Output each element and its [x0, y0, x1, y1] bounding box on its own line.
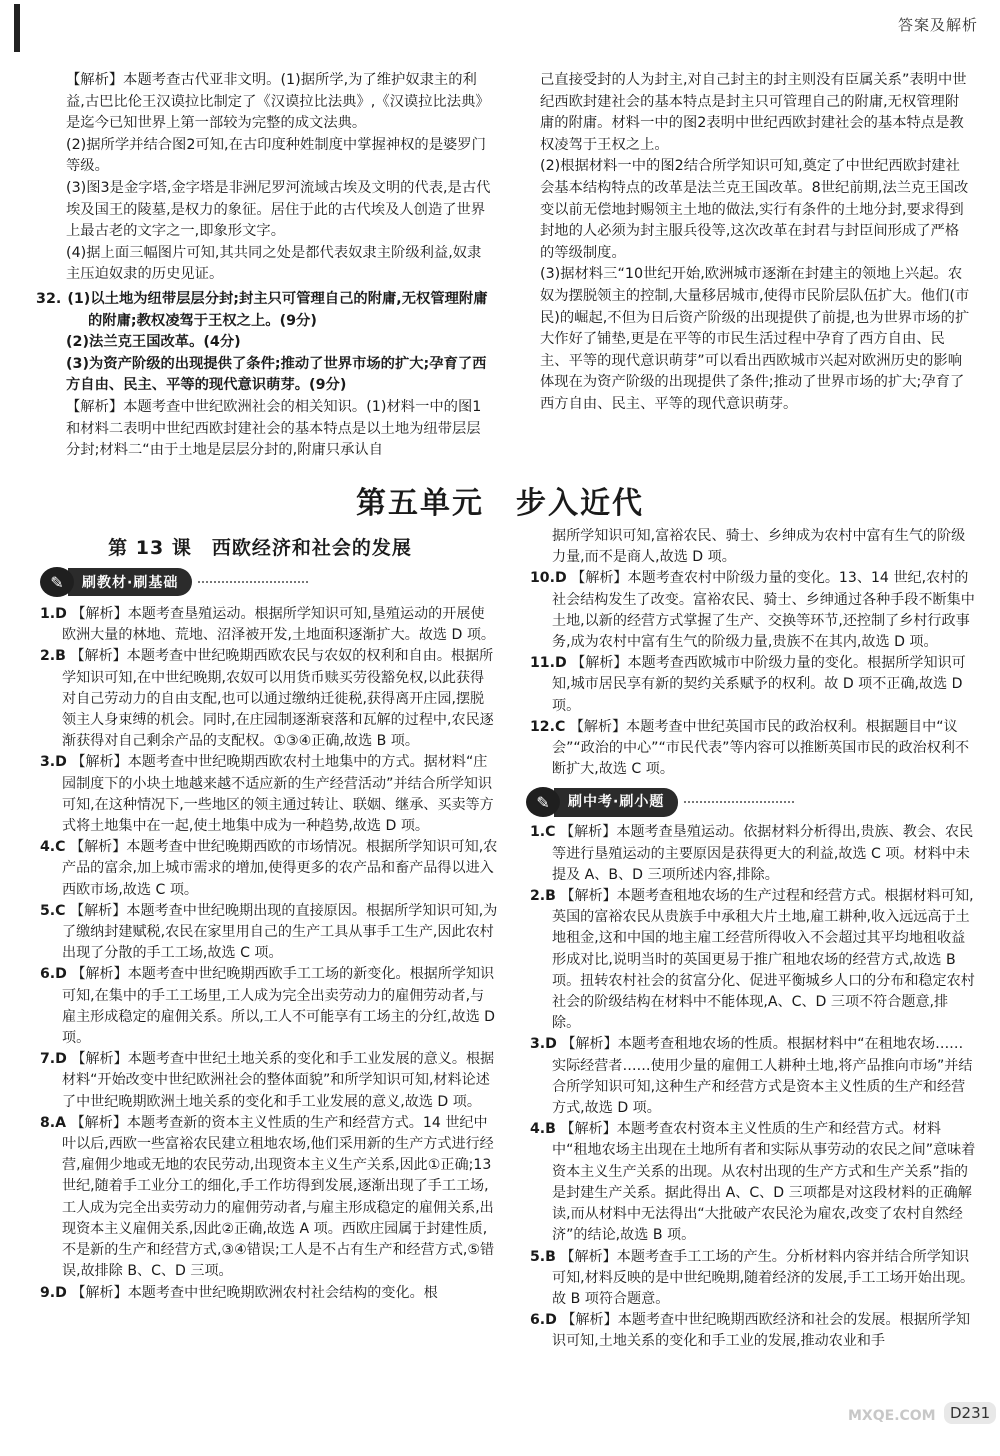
- badge-label: 刷中考·刷小题: [554, 788, 678, 817]
- item-number: 1.C: [530, 824, 556, 841]
- list-item: [530, 1119, 976, 1246]
- list-item: [530, 653, 976, 717]
- paragraph: 己直接受封的人为封主,对自己封主的封主则没有臣属关系”表明中世纪西欧封建社会的基本特点是封主只可管理自己的附庸,无权管理附庸的附庸。材料一中的图2表明中世纪西欧封建社会的基本特点是教权凌驾于王权之上。: [540, 72, 967, 153]
- answer-line: (1)以土地为纽带层层分封;封主只可管理自己的附庸,无权管理附庸的附庸;教权凌驾于王权之上。(9分): [67, 290, 488, 329]
- top-left-column: [36, 70, 494, 462]
- list-item: [530, 717, 976, 781]
- item-text: 【解析】本题考查租地农场的生产过程和经营方式。根据材料可知,英国的富裕农民从贵族手中承租大片土地,雇工耕种,收入远远高于土地租金,这和中国的地主雇工经营所得收入不会超过其平均地租收益形成对比,说明当时的英国更易于推广租地农场的经营方式,故选 B 项。扭转农村社会的贫富分化、促进平衡城乡人口的分布和稳定农村社会的阶级结构在材料中不能体现,A、C、D 三项不符合题意,排除。: [552, 888, 975, 1032]
- item-text: 【解析】本题考查中世纪晚期西欧农村土地集中的方式。据材料“庄园制度下的小块土地越来越不适应新的生产经营活动”并结合所学知识可知,在这种情况下,一些地区的领主通过转让、联姻、继承、买卖等方式将土地集中在一起,使土地集中成为一种趋势,故选 D 项。: [62, 754, 494, 835]
- list-item: [530, 1310, 976, 1352]
- list-item: [530, 822, 976, 886]
- list-item: [530, 1247, 976, 1311]
- brush-icon: ✎: [526, 787, 560, 817]
- list-item: [40, 646, 498, 752]
- lesson-title: 第 13 课 西欧经济和社会的发展: [108, 537, 412, 559]
- section-badge-textbook: [40, 568, 308, 596]
- item-number: 6.D: [40, 966, 67, 983]
- item-text: 【解析】本题考查新的资本主义性质的生产和经营方式。14 世纪中叶以后,西欧一些富裕农民建立租地农场,他们采用新的生产方式进行经营,雇佣少地或无地的农民劳动,出现资本主义生产关系,因此①正确;13 世纪,随着手工业分工的细化,手工作坊得到发展,逐渐出现了手工工场,工人成为完全出卖劳动力的雇佣劳动者,与雇主形成稳定的雇佣关系,出现资本主义雇佣关系,因此②正确,故选 A 项。西欧庄园属于封建性质,不是新的生产和经营方式,③④错误;工人是不占有生产和经营方式,⑤错误,故排除 B、C、D 三项。: [62, 1114, 495, 1280]
- item-text: 【解析】本题考查西欧城市中阶级力量的变化。根据所学知识可知,城市居民享有新的契约关系赋予的权利。故 D 项不正确,故选 D 项。: [552, 655, 966, 714]
- item-text: 【解析】本题考查中世纪晚期西欧手工工场的新变化。根据所学知识可知,在集中的手工工场里,工人成为完全出卖劳动力的雇佣劳动者,与雇主形成稳定的雇佣关系。所以,工人不可能享有工场主的分红,故选 D 项。: [62, 966, 496, 1047]
- item-text: 【解析】本题考查手工工场的产生。分析材料内容并结合所学知识可知,材料反映的是中世纪晚期,随着经济的发展,手工工场开始出现。故 B 项符合题意。: [552, 1248, 975, 1307]
- paragraph: (3)据材料三“10世纪开始,欧洲城市逐渐在封建主的领地上兴起。农奴为摆脱领主的控制,大量移居城市,使得市民阶层队伍扩大。他们(市民)的崛起,不但为日后资产阶级的出现提供了前提,也为世界市场的扩大作好了铺垫,更是在平等的市民生活过程中孕育了西方自由、民主、平等的现代意识萌芽”可以看出西欧城市兴起对欧洲历史的影响体现在为资产阶级的出现提供了条件;推动了世界市场的扩大;孕育了西方自由、民主、平等的现代意识萌芽。: [540, 266, 970, 412]
- list-item: [40, 1049, 498, 1113]
- list-item: [40, 1113, 498, 1283]
- paragraph: 【解析】本题考查古代亚非文明。(1)据所学,为了维护奴隶主的利益,古巴比伦王汉谟拉比制定了《汉谟拉比法典》,《汉谟拉比法典》是迄今已知世界上第一部较为完整的成文法典。: [66, 72, 490, 132]
- item-text: 【解析】本题考查中世纪土地关系的变化和手工业发展的意义。根据材料“开始改变中世纪欧洲社会的整体面貌”和所学知识可知,材料论述了中世纪晚期欧洲土地关系的变化和手工业发展的意义,故选 D 项。: [62, 1051, 495, 1110]
- item-number: 3.D: [40, 754, 67, 771]
- item-text: 【解析】本题考查农村中阶级力量的变化。13、14 世纪,农村的社会结构发生了改变。富裕农民、骑士、乡绅通过各种手段不断集中土地,以新的经营方式掌握了生产、交换等环节,还控制了乡村行政事务,成为农村中富有生气的阶级力量,贵族不在其内,故选 D 项。: [552, 570, 975, 651]
- page-header: [0, 0, 1000, 62]
- item-number: 4.B: [530, 1121, 556, 1138]
- list-item: [40, 604, 498, 646]
- item-number: 6.D: [530, 1312, 557, 1329]
- paragraph: (4)据上面三幅图片可知,其共同之处是都代表奴隶主阶级利益,奴隶主压迫奴隶的历史见证。: [66, 244, 482, 283]
- item-number: 12.C: [530, 718, 566, 735]
- lower-left-column: [40, 604, 498, 1304]
- paragraph: (3)图3是金字塔,金字塔是非洲尼罗河流域古埃及文明的代表,是古代埃及国王的陵墓,是权力的象征。居住于此的古代埃及人创造了世界上最古老的文字之一,即象形文字。: [66, 179, 491, 240]
- item-text: 【解析】本题考查中世纪晚期西欧的市场情况。根据所学知识可知,农产品的富余,加上城市需求的增加,使得更多的农产品和畜产品得以进入西欧市场,故选 C 项。: [62, 839, 498, 898]
- badge-label: 刷教材·刷基础: [68, 568, 192, 596]
- item-text: 【解析】本题考查中世纪晚期欧洲农村社会结构的变化。根: [71, 1284, 438, 1301]
- item-text: 【解析】本题考查垦殖运动。依据材料分析得出,贵族、教会、农民等进行垦殖运动的主要原因是获得更大的利益,故选 C 项。材料中未提及 A、B、D 三项所述内容,排除。: [552, 824, 974, 883]
- watermark: MXQE.COM: [848, 1408, 936, 1424]
- paragraph: (2)根据材料一中的图2结合所学知识可知,奠定了中世纪西欧封建社会基本结构特点的改革是法兰克王国改革。8世纪前期,法兰克王国改变以前无偿地封赐领主土地的做法,实行有条件的土地分封,要求得到封地的人必须为封主服兵役等,这次改革在封君与封臣间形成了严格的等级制度。: [540, 158, 969, 261]
- item-number: 8.A: [40, 1114, 67, 1131]
- top-right-column: [540, 70, 970, 416]
- item-number: 5.B: [530, 1248, 556, 1265]
- header-section-label: 答案及解析: [897, 16, 978, 34]
- question-32: [36, 289, 494, 332]
- lower-right-column: [530, 526, 976, 1353]
- item-number: 10.D: [530, 570, 567, 587]
- list-item: [40, 752, 498, 837]
- item-number: 1.D: [40, 606, 67, 622]
- answer-line: (2)法兰克王国改革。(4分): [66, 334, 241, 351]
- item-number: 9.D: [40, 1284, 67, 1301]
- item-text: 【解析】本题考查中世纪晚期出现的直接原因。根据所学知识可知,为了缴纳封建赋税,农民在家里用自己的生产工具从事手工生产,因此农村出现了分散的手工工场,故选 C 项。: [62, 902, 498, 962]
- item-number: 4.C: [40, 839, 66, 856]
- item-text: 【解析】本题考查中世纪晚期西欧经济和社会的发展。根据所学知识可知,土地关系的变化和手工业的发展,推动农业和手: [552, 1312, 971, 1350]
- list-item: [530, 568, 976, 653]
- page-number: D231: [944, 1402, 996, 1424]
- list-item: [530, 886, 976, 1034]
- item-text: 【解析】本题考查中世纪英国市民的政治权利。根据题目中“议会”“政治的中心”“市民代表”等内容可以推断英国市民的政治权利不断扩大,故选 C 项。: [552, 718, 970, 778]
- item-text: 【解析】本题考查农村资本主义性质的生产和经营方式。材料中“租地农场主出现在土地所有者和实际从事劳动的农民之间”意味着资本主义生产关系的出现。从农村出现的生产方式和生产关系”指的是封建生产关系。据此得出 A、C、D 三项都是对这段材料的正确解读,而从材料中无法得出“大批破产农民沦为雇农,改变了农村自然经济”的结论,故选 B 项。: [552, 1121, 976, 1244]
- brush-icon: ✎: [40, 567, 74, 597]
- answer-line: (3)为资产阶级的出现提供了条件;推动了世界市场的扩大;孕育了西方自由、民主、平等的现代意识萌芽。(9分): [66, 355, 487, 394]
- item-text: 【解析】本题考查垦殖运动。根据所学知识可知,垦殖运动的开展使欧洲大量的林地、荒地、沼泽被开发,土地面积逐渐扩大。故选 D 项。: [62, 606, 496, 644]
- list-item: [40, 1283, 498, 1304]
- badge-divider: [684, 801, 794, 803]
- header-bar: [14, 4, 20, 52]
- paragraph: 【解析】本题考查中世纪欧洲社会的相关知识。(1)材料一中的图1和材料二表明中世纪西欧封建社会的基本特点是以土地为纽带层层分封;材料二“由于土地是层层分封的,附庸只承认自: [66, 398, 482, 459]
- item-number: 11.D: [530, 655, 567, 672]
- paragraph: 据所学知识可知,富裕农民、骑士、乡绅成为农村中富有生气的阶级力量,而不是商人,故选 D 项。: [552, 528, 966, 566]
- paragraph: (2)据所学并结合图2可知,在古印度种姓制度中掌握神权的是婆罗门等级。: [66, 136, 486, 175]
- item-text: 【解析】本题考查中世纪晚期西欧农民与农奴的权利和自由。根据所学知识可知,在中世纪晚期,农奴可以用货币赎买劳役豁免权,以此获得对自己劳动力的自由支配,也可以通过缴纳迁徙税,获得离开庄园,摆脱领主人身束缚的机会。同时,在庄园制逐渐衰落和瓦解的过程中,农民逐渐获得对自己剩余产品的支配权。①③④正确,故选 B 项。: [62, 648, 494, 750]
- item-text: 【解析】本题考查租地农场的性质。根据材料中“在租地农场……实际经营者……使用少量的雇佣工人耕种土地,将产品推向市场”并结合所学知识可知,这种生产和经营方式是资本主义性质的生产和经营方式,故选 D 项。: [552, 1036, 973, 1117]
- list-item: [40, 964, 498, 1049]
- item-number: 2.B: [40, 648, 66, 665]
- section-badge-exam: [526, 788, 976, 816]
- item-number: 2.B: [530, 888, 556, 905]
- list-item: [40, 901, 498, 965]
- list-item: [40, 837, 498, 901]
- question-number: 32.: [36, 290, 62, 307]
- item-number: 5.C: [40, 902, 66, 919]
- list-item: [530, 1034, 976, 1119]
- unit-title: 第五单元 步入近代: [356, 486, 644, 521]
- item-number: 3.D: [530, 1036, 557, 1053]
- item-number: 7.D: [40, 1051, 67, 1068]
- badge-divider: [198, 581, 308, 583]
